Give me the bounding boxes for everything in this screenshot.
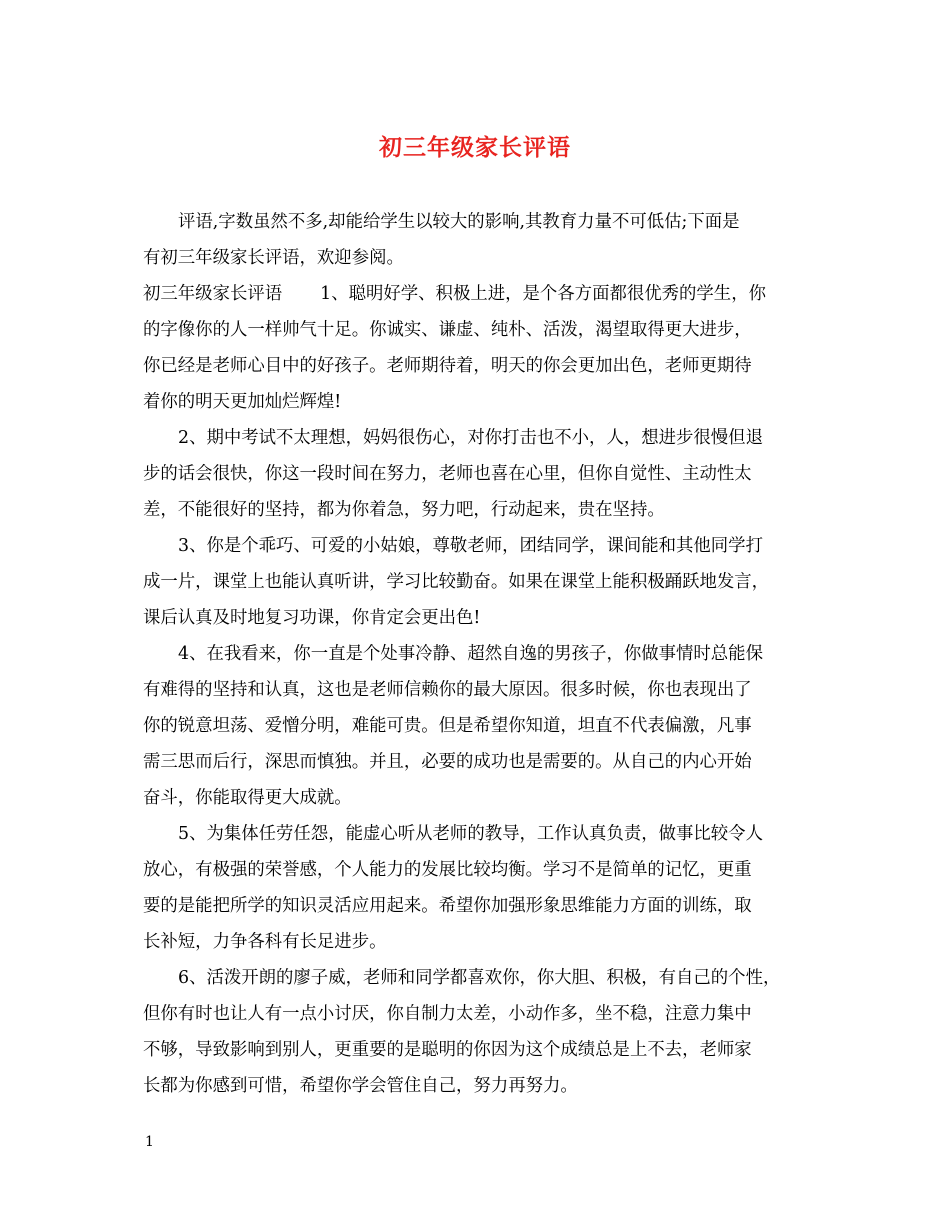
paragraph-2 [143,420,811,528]
document-title: 初三年级家长评语 [379,134,571,161]
text-line: 需三思而后行，深思而慎独。并且，必要的成功也是需要的。从自己的内心开始 [143,752,752,772]
text-line: 你的锐意坦荡、爱憎分明，难能可贵。但是希望你知道，坦直不代表偏激，凡事 [143,716,752,736]
text-line: 但你有时也让人有一点小讨厌，你自制力太差，小动作多，坐不稳，注意力集中 [143,1004,752,1024]
paragraph-3 [143,528,811,636]
text-line: 长都为你感到可惜，希望你学会管住自己，努力再努力。 [143,1076,578,1096]
paragraph-1 [143,276,811,420]
text-line: 放心，有极强的荣誉感，个人能力的发展比较均衡。学习不是简单的记忆，更重 [143,860,752,880]
text-line: 不够，导致影响到别人，更重要的是聪明的你因为这个成绩总是上不去，老师家 [143,1040,752,1060]
text-line: 5、为集体任劳任怨，能虚心听从老师的教导，工作认真负责，做事比较令人 [178,824,763,844]
text-line: 步的话会很快，你这一段时间在努力，老师也喜在心里，但你自觉性、主动性太 [143,464,752,484]
paragraph-6 [143,960,811,1104]
text-line: 6、活泼开朗的廖子威，老师和同学都喜欢你，你大胆、积极，有自己的个性， [178,968,781,988]
text-line: 有初三年级家长评语，欢迎参阅。 [143,248,404,268]
text-line: 有难得的坚持和认真，这也是老师信赖你的最大原因。很多时候，你也表现出了 [143,680,752,700]
text-line: 长补短，力争各科有长足进步。 [143,932,387,952]
document-body [143,204,811,1104]
text-line: 的字像你的人一样帅气十足。你诚实、谦虚、纯朴、活泼，渴望取得更大进步， [143,320,752,340]
text-line: 差，不能很好的坚持，都为你着急，努力吧，行动起来，贵在坚持。 [143,500,665,520]
intro-paragraph [143,204,811,276]
text-line: 你已经是老师心目中的好孩子。老师期待着，明天的你会更加出色，老师更期待 [143,356,752,376]
text-line: 要的是能把所学的知识灵活应用起来。希望你加强形象思维能力方面的训练，取 [143,896,752,916]
text-line: 评语,字数虽然不多,却能给学生以较大的影响,其教育力量不可低估;下面是 [178,212,740,232]
text-line: 4、在我看来，你一直是个处事冷静、超然自逸的男孩子，你做事情时总能保 [178,644,763,664]
text-line: 3、你是个乖巧、可爱的小姑娘，尊敬老师，团结同学，课间能和其他同学打 [178,536,763,556]
page-number: 1 [145,1134,154,1150]
text-line: 课后认真及时地复习功课，你肯定会更出色! [143,608,481,628]
text-line: 2、期中考试不太理想，妈妈很伤心，对你打击也不小，人，想进步很慢但退 [178,428,763,448]
section-heading: 初三年级家长评语 [143,284,283,304]
paragraph-4 [143,636,811,816]
text-line: 奋斗，你能取得更大成就。 [143,788,352,808]
text-line: 1、聪明好学、积极上进，是个各方面都很优秀的学生，你 [320,284,766,304]
paragraph-5 [143,816,811,960]
text-line: 着你的明天更加灿烂辉煌! [143,392,342,412]
text-line: 成一片，课堂上也能认真听讲，学习比较勤奋。如果在课堂上能积极踊跃地发言， [143,572,770,592]
